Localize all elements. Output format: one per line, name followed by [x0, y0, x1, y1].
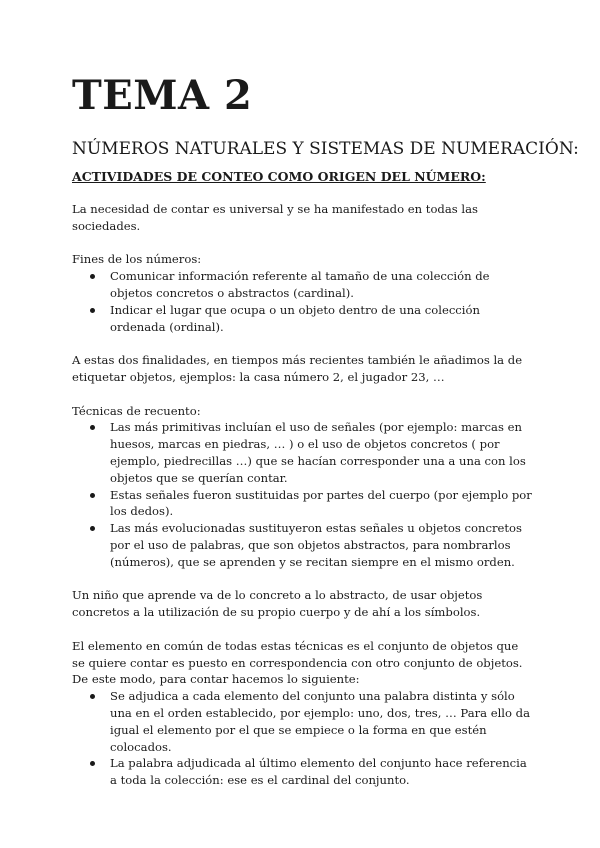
- spacer: [72, 571, 534, 588]
- elemento-list: [72, 688, 534, 789]
- tecnicas-list: [72, 419, 534, 570]
- spacer: [72, 621, 534, 638]
- list-item: Estas señales fueron sustituidas por partes del cuerpo (por ejemplo por los dedos).: [110, 487, 534, 521]
- list-item: Comunicar información referente al tamaño de una colección de objetos concretos o abstractos (cardinal).: [110, 268, 534, 302]
- intro-paragraph: La necesidad de contar es universal y se ha manifestado en todas las sociedades.: [72, 202, 478, 233]
- list-item: Las más primitivas incluían el uso de señales (por ejemplo: marcas en huesos, marcas en piedras, … ) o el uso de objetos concretos ( por ejemplo, piedrecillas …) que se hacían corresponder una a una con los objetos que se querían contar.: [110, 419, 534, 486]
- spacer: [72, 335, 534, 352]
- document-body: [72, 201, 534, 789]
- subsection-heading: ACTIVIDADES DE CONTEO COMO ORIGEN DEL NÚMERO:: [72, 169, 486, 184]
- fines-label: Fines de los números:: [72, 252, 202, 267]
- spacer: [72, 386, 534, 403]
- tecnicas-label: Técnicas de recuento:: [72, 403, 201, 418]
- page-title: TEMA 2: [72, 72, 253, 119]
- list-item: Indicar el lugar que ocupa o un objeto dentro de una colección ordenada (ordinal).: [110, 302, 534, 336]
- list-item: Se adjudica a cada elemento del conjunto una palabra distinta y sólo una en el orden establecido, por ejemplo: uno, dos, tres, … Para ello da igual el elemento por el que se empiece o la forma en que estén colocados.: [110, 688, 534, 755]
- list-item: Las más evolucionadas sustituyeron estas señales u objetos concretos por el uso de palabras, que son objetos abstractos, para nombrarlos (números), que se aprenden y se recitan siempre en el mismo orden.: [110, 520, 534, 570]
- list-item: La palabra adjudicada al último elemento del conjunto hace referencia a toda la colección: ese es el cardinal del conjunto.: [110, 755, 534, 789]
- elemento-paragraph: El elemento en común de todas estas técnicas es el conjunto de objetos que se quiere contar es puesto en correspondencia con otro conjunto de objetos. De este modo, para contar hacemos lo siguiente:: [72, 638, 523, 687]
- section-heading: NÚMEROS NATURALES Y SISTEMAS DE NUMERACIÓN:: [72, 139, 579, 159]
- spacer: [72, 235, 534, 252]
- finalidades-paragraph: A estas dos finalidades, en tiempos más recientes también le añadimos la de etiquetar objetos, ejemplos: la casa número 2, el jugador 23, …: [72, 353, 523, 384]
- nino-paragraph: Un niño que aprende va de lo concreto a lo abstracto, de usar objetos concretos a la utilización de su propio cuerpo y de ahí a los símbolos.: [72, 588, 483, 620]
- fines-list: [72, 268, 534, 335]
